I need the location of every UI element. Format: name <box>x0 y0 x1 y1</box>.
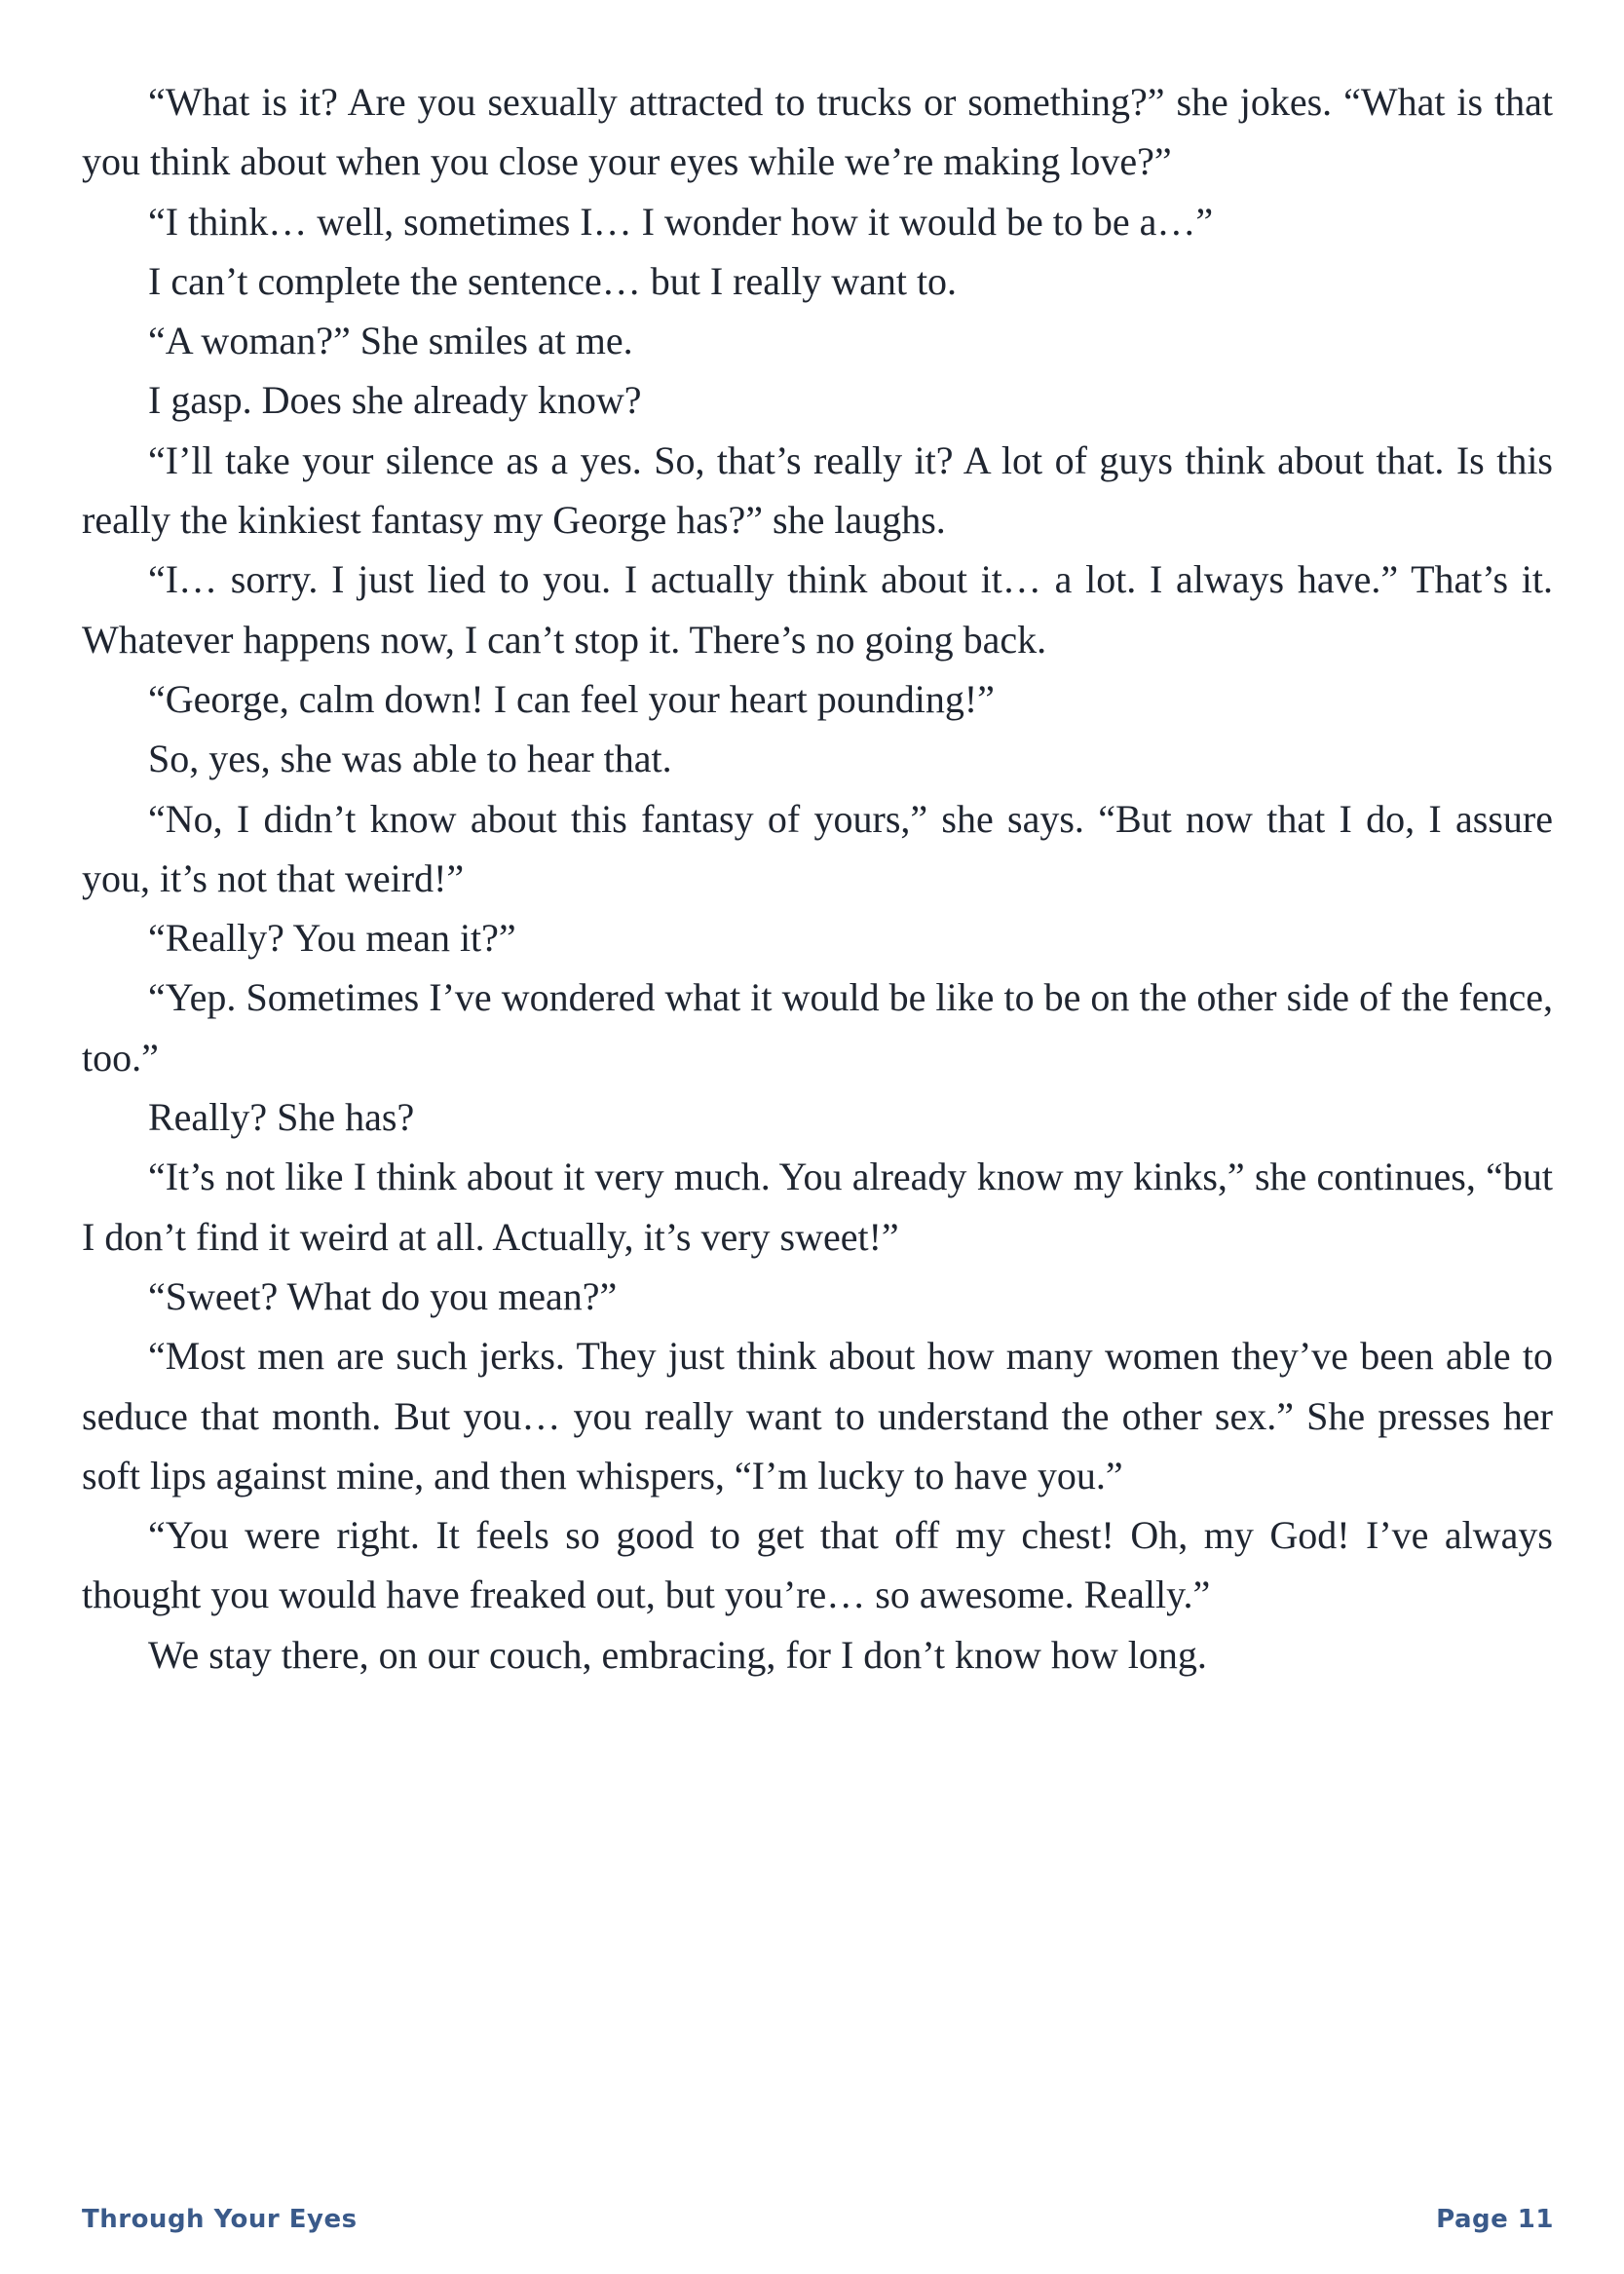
paragraph: “A woman?” She smiles at me. <box>148 319 633 363</box>
paragraph: So, yes, she was able to hear that. <box>148 737 672 781</box>
paragraph: “George, calm down! I can feel your heart pounding!” <box>148 676 995 721</box>
paragraph: “What is it? Are you sexually attracted to trucks or something?” she jokes. “What is that you think about when you close your eyes while we’re making love?” <box>82 80 1553 184</box>
paragraph: I gasp. Does she already know? <box>148 378 642 423</box>
paragraph: I can’t complete the sentence… but I really want to. <box>148 258 958 303</box>
paragraph: “It’s not like I think about it very much. You already know my kinks,” she continues, “but I don’t find it weird at all. Actually, it’s very sweet!” <box>82 1155 1553 1259</box>
paragraph: “You were right. It feels so good to get that off my chest! Oh, my God! I’ve always thought you would have freaked out, but you’re… so awesome. Really.” <box>82 1513 1553 1617</box>
paragraph: “I’ll take your silence as a yes. So, that’s really it? A lot of guys think about that. Is this really the kinkiest fantasy my George has?” she laughs. <box>82 437 1553 543</box>
paragraph: “Most men are such jerks. They just think about how many women they’ve been able to seduce that month. But you… you really want to understand the other sex.” She presses her soft lips against mine, and then whispers, “I’m lucky to have you.” <box>82 1334 1553 1497</box>
paragraph: We stay there, on our couch, embracing, for I don’t know how long. <box>148 1632 1207 1677</box>
paragraph: “I think… well, sometimes I… I wonder how it would be to be a…” <box>148 199 1214 244</box>
paragraph: “Yep. Sometimes I’ve wondered what it would be like to be on the other side of the fence, too.” <box>82 975 1553 1080</box>
paragraph: Really? She has? <box>148 1095 415 1140</box>
paragraph: “I… sorry. I just lied to you. I actually think about it… a lot. I always have.” That’s it. Whatever happens now, I can’t stop it. There’s no going back. <box>82 557 1553 662</box>
paragraph: “Sweet? What do you mean?” <box>148 1273 618 1318</box>
footer-page-number: Page 11 <box>1436 2205 1554 2234</box>
footer-book-title: Through Your Eyes <box>82 2205 358 2234</box>
paragraph: “Really? You mean it?” <box>148 916 516 961</box>
page-footer <box>82 2205 1554 2240</box>
story-body <box>82 72 1553 1685</box>
paragraph: “No, I didn’t know about this fantasy of yours,” she says. “But now that I do, I assure you, it’s not that weird!” <box>82 796 1553 900</box>
